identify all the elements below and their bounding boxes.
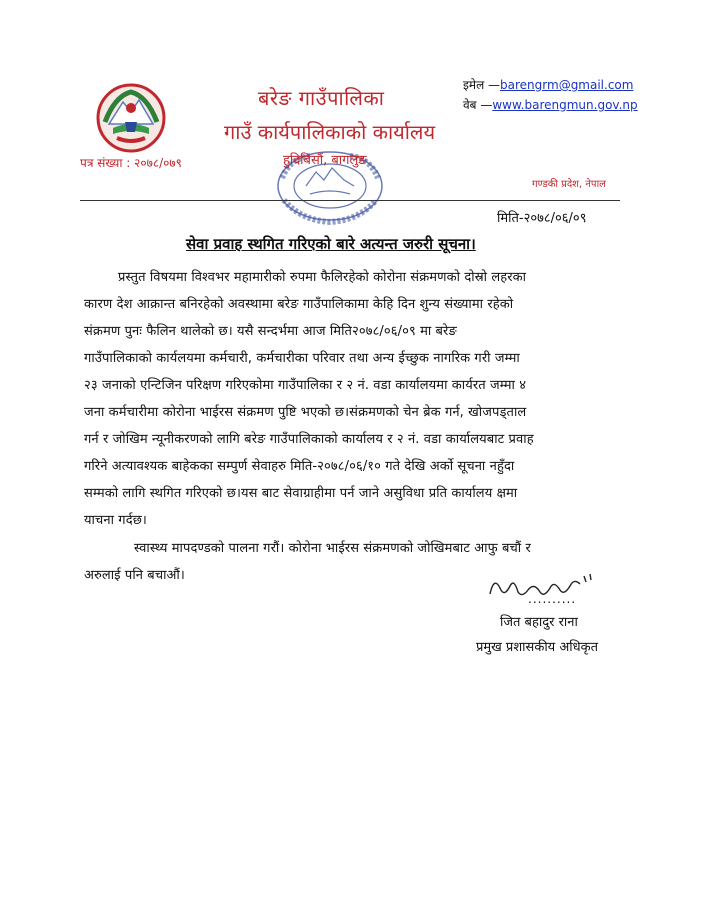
email-label: इमेल — [463, 78, 501, 92]
signature-line: .......... [528, 592, 577, 606]
body-line: स्वास्थ्य मापदण्डको पालना गरौं। कोरोना भाईरस संक्रमणको जोखिमबाट आफु बचौं र [134, 541, 531, 556]
letter-number: पत्र संख्या : २०७८/०७९ [80, 156, 182, 170]
body-line: कारण देश आक्रान्त बनिरहेको अवस्थामा बरेङ गाउँपालिकामा केहि दिन शुन्य संख्यामा रहेको [84, 297, 514, 312]
body-line: गाउँपालिकाको कार्यलयमा कर्मचारी, कर्मचारीका परिवार तथा अन्य ईच्छुक नागरिक गरी जम्मा [84, 351, 520, 366]
province-label: गण्डकी प्रदेश, नेपाल [532, 179, 606, 190]
email-link[interactable]: barengrm@gmail.com [500, 78, 634, 92]
body-line: गर्न र जोखिम न्यूनीकरणको लागि बरेङ गाउँपालिकाको कार्यालय र २ नं. वडा कार्यालयबाट प्रवाह [84, 432, 534, 447]
body-line: २३ जनाको एन्टिजिन परिक्षण गरिएकोमा गाउँपालिका र २ नं. वडा कार्यालयमा कार्यरत जम्मा ४ [84, 378, 527, 393]
email-row [463, 76, 633, 93]
header-divider [80, 200, 620, 201]
notice-subject: सेवा प्रवाह स्थगित गरिएको बारे अत्यन्त जरुरी सूचना। [186, 235, 476, 253]
website-label: वेब — [463, 98, 493, 112]
body-line: जना कर्मचारीमा कोरोना भाईरस संक्रमण पुष्टि भएको छ।संक्रमणको चेन ब्रेक गर्न, खोजपड्ताल [84, 405, 527, 420]
body-line: संक्रमण पुनः फैलिन थालेको छ। यसै सन्दर्भमा आज मिति२०७८/०६/०९ मा बरेङ [84, 324, 457, 339]
body-line: प्रस्तुत विषयमा विश्वभर महामारीको रुपमा फैलिरहेको कोरोना संक्रमणको दोस्रो लहरका [118, 270, 527, 285]
signatory-title: प्रमुख प्रशासकीय अधिकृत [476, 640, 599, 655]
body-line: सम्मको लागि स्थगित गरिएको छ।यस बाट सेवाग्राहीमा पर्न जाने असुविधा प्रति कार्यालय क्षमा [84, 486, 518, 501]
body-line: अरुलाई पनि बचाऔं। [84, 568, 185, 583]
nepal-emblem-icon [95, 82, 167, 154]
office-subtitle: गाउँ कार्यपालिकाको कार्यालय [224, 120, 436, 144]
office-name: बरेङ गाउँपालिका [258, 86, 385, 110]
body-line: गरिने अत्यावश्यक बाहेकका सम्पुर्ण सेवाहरु मिति-२०७८/०६/१० गते देखि अर्को सूचना नहुँदा [84, 459, 515, 474]
body-line: याचना गर्दछ। [84, 513, 147, 528]
office-address: हुदिबिसौं, बागलुङ [283, 153, 367, 168]
letter-date: मिति-२०७८/०६/०९ [497, 211, 587, 226]
website-row [463, 96, 638, 113]
website-link[interactable]: www.barengmun.gov.np [492, 98, 638, 112]
signatory-name: जित बहादुर राना [500, 615, 578, 630]
